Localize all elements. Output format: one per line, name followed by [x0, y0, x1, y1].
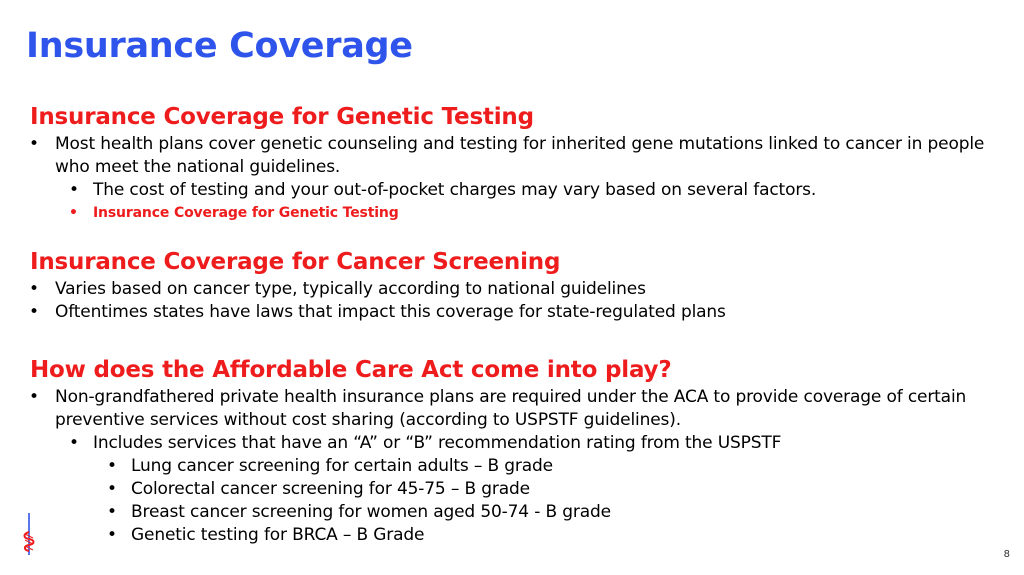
list-item: • Colorectal cancer screening for 45-75 – B grade — [131, 478, 990, 501]
list-item: • Breast cancer screening for women aged 50-74 - B grade — [131, 501, 990, 524]
organization-logo-icon — [20, 512, 38, 556]
list-item: • Most health plans cover genetic counseling and testing for inherited gene mutations linked to cancer in people who meet the national guidelines. — [55, 133, 990, 179]
section-heading-genetic-testing: Insurance Coverage for Genetic Testing — [30, 104, 534, 130]
list-item: • Lung cancer screening for certain adults – B grade — [131, 455, 990, 478]
slide-content — [30, 101, 990, 547]
sub-bullet-list — [93, 179, 990, 225]
list-item: • Non-grandfathered private health insurance plans are required under the ACA to provide coverage of certain preventive services without cost sharing (according to USPSTF guidelines). — [55, 386, 990, 432]
bullet-list — [55, 133, 990, 179]
bullet-list — [55, 386, 990, 432]
bullet-list — [55, 278, 990, 324]
list-item: • Genetic testing for BRCA – B Grade — [131, 524, 990, 547]
page-number: 8 — [1003, 549, 1010, 560]
sub-sub-bullet-list — [131, 455, 990, 547]
section-heading-cancer-screening: Insurance Coverage for Cancer Screening — [30, 249, 561, 275]
list-item: • The cost of testing and your out-of-pocket charges may vary based on several factors. — [93, 179, 990, 202]
list-item-link[interactable]: • Insurance Coverage for Genetic Testing — [93, 202, 990, 225]
list-item: • Includes services that have an “A” or “B” recommendation rating from the USPSTF — [93, 432, 990, 455]
list-item: • Varies based on cancer type, typically according to national guidelines — [55, 278, 990, 301]
sub-bullet-list — [93, 432, 990, 455]
list-item: • Oftentimes states have laws that impact this coverage for state-regulated plans — [55, 301, 990, 324]
page-title: Insurance Coverage — [26, 26, 413, 66]
section-heading-aca: How does the Affordable Care Act come into play? — [30, 357, 672, 383]
